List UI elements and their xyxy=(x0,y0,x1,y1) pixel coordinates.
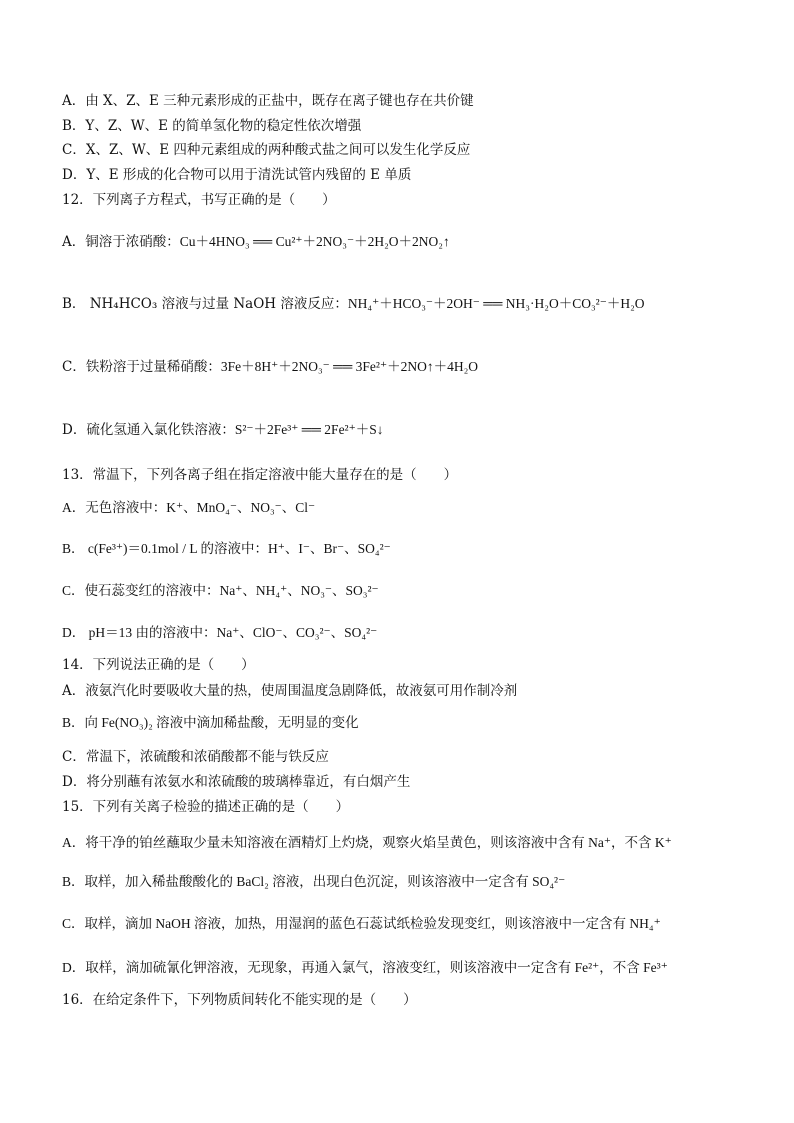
ionic-equation: Cu＋4HNO₃ ══ Cu²⁺＋2NO₃⁻＋2H₂O＋2NO₂↑ xyxy=(179,234,450,249)
option-text: B．Y、Z、W、E 的简单氢化物的稳定性依次增强 xyxy=(62,118,362,134)
q14-option-d xyxy=(62,773,410,791)
q11-option-d xyxy=(62,166,411,184)
ionic-equation: 3Fe＋8H⁺＋2NO₃⁻ ══ 3Fe²⁺＋2NO↑＋4H₂O xyxy=(220,359,479,374)
q16-stem xyxy=(62,991,417,1009)
option-text: A．由 X、Z、E 三种元素形成的正盐中，既存在离子键也存在共价键 xyxy=(62,93,474,109)
question-stem: 16．在给定条件下，下列物质间转化不能实现的是（ ） xyxy=(62,992,417,1008)
q13-option-d xyxy=(62,624,377,642)
q13-stem xyxy=(62,466,457,484)
q13-option-b xyxy=(62,540,391,558)
option-text: D．将分别蘸有浓氨水和浓硫酸的玻璃棒靠近，有白烟产生 xyxy=(62,774,411,790)
ionic-equation: S²⁻＋2Fe³⁺ ══ 2Fe²⁺＋S↓ xyxy=(234,422,384,437)
question-stem: 15．下列有关离子检验的描述正确的是（ ） xyxy=(62,799,350,815)
q13-option-a xyxy=(62,499,315,517)
q15-option-b xyxy=(62,873,565,891)
q11-option-b xyxy=(62,117,361,135)
q15-option-d xyxy=(62,959,668,977)
q14-stem xyxy=(62,656,255,674)
q11-option-a xyxy=(62,92,474,110)
q14-option-c xyxy=(62,748,329,766)
option-text: C．常温下，浓硫酸和浓硝酸都不能与铁反应 xyxy=(62,749,329,765)
option-text: B．向 Fe(NO₃)₂ 溶液中滴加稀盐酸，无明显的变化 xyxy=(62,715,359,730)
option-text: D． pH＝13 由的溶液中：Na⁺、ClO⁻、CO₃²⁻、SO₄²⁻ xyxy=(62,625,378,640)
question-stem: 14．下列说法正确的是（ ） xyxy=(62,657,255,673)
q12-option-a xyxy=(62,233,450,251)
option-text: B．取样，加入稀盐酸酸化的 BaCl₂ 溶液，出现白色沉淀，则该溶液中一定含有 SO₄²⁻ xyxy=(62,874,566,889)
option-text: C．取样，滴加 NaOH 溶液，加热，用湿润的蓝色石蕊试纸检验发现变红，则该溶液中一定含有 NH₄⁺ xyxy=(62,916,661,931)
option-text: C．使石蕊变红的溶液中：Na⁺、NH₄⁺、NO₃⁻、SO₃²⁻ xyxy=(62,583,379,598)
q12-stem xyxy=(62,191,336,209)
option-text: D．硫化氢通入氯化铁溶液： xyxy=(62,422,235,438)
question-stem: 13．常温下，下列各离子组在指定溶液中能大量存在的是（ ） xyxy=(62,467,458,483)
q14-option-b xyxy=(62,714,359,732)
q15-option-a xyxy=(62,834,672,852)
question-stem: 12．下列离子方程式，书写正确的是（ ） xyxy=(62,192,336,208)
q12-option-b xyxy=(62,295,645,313)
option-text: A．无色溶液中：K⁺、MnO₄⁻、NO₃⁻、Cl⁻ xyxy=(62,500,316,515)
q15-option-c xyxy=(62,915,661,933)
q14-option-a xyxy=(62,682,517,700)
q13-option-c xyxy=(62,582,379,600)
option-text: A．液氨汽化时要吸收大量的热，使周围温度急剧降低，故液氨可用作制冷剂 xyxy=(62,683,518,699)
option-text: D．取样，滴加硫氰化钾溶液，无现象，再通入氯气，溶液变红，则该溶液中一定含有 Fe²⁺，不含 Fe³⁺ xyxy=(62,960,668,975)
q11-option-c xyxy=(62,141,470,159)
option-text: B． NH₄HCO₃ 溶液与过量 NaOH 溶液反应： xyxy=(62,296,348,312)
ionic-equation: NH₄⁺＋HCO₃⁻＋2OH⁻ ══ NH₃·H₂O＋CO₃²⁻＋H₂O xyxy=(347,296,645,311)
option-text: B． c(Fe³⁺)＝0.1mol / L 的溶液中：H⁺、I⁻、Br⁻、SO₄²⁻ xyxy=(62,541,391,556)
option-text: A．将干净的铂丝蘸取少量未知溶液在酒精灯上灼烧，观察火焰呈黄色，则该溶液中含有 Na⁺，不含 K⁺ xyxy=(62,835,672,850)
q15-stem xyxy=(62,798,349,816)
option-text: A．铜溶于浓硝酸： xyxy=(62,234,180,250)
q12-option-d xyxy=(62,421,384,439)
option-text: C．X、Z、W、E 四种元素组成的两种酸式盐之间可以发生化学反应 xyxy=(62,142,471,158)
option-text: D．Y、E 形成的化合物可以用于清洗试管内残留的 E 单质 xyxy=(62,167,412,183)
option-text: C．铁粉溶于过量稀硝酸： xyxy=(62,359,221,375)
q12-option-c xyxy=(62,358,478,376)
